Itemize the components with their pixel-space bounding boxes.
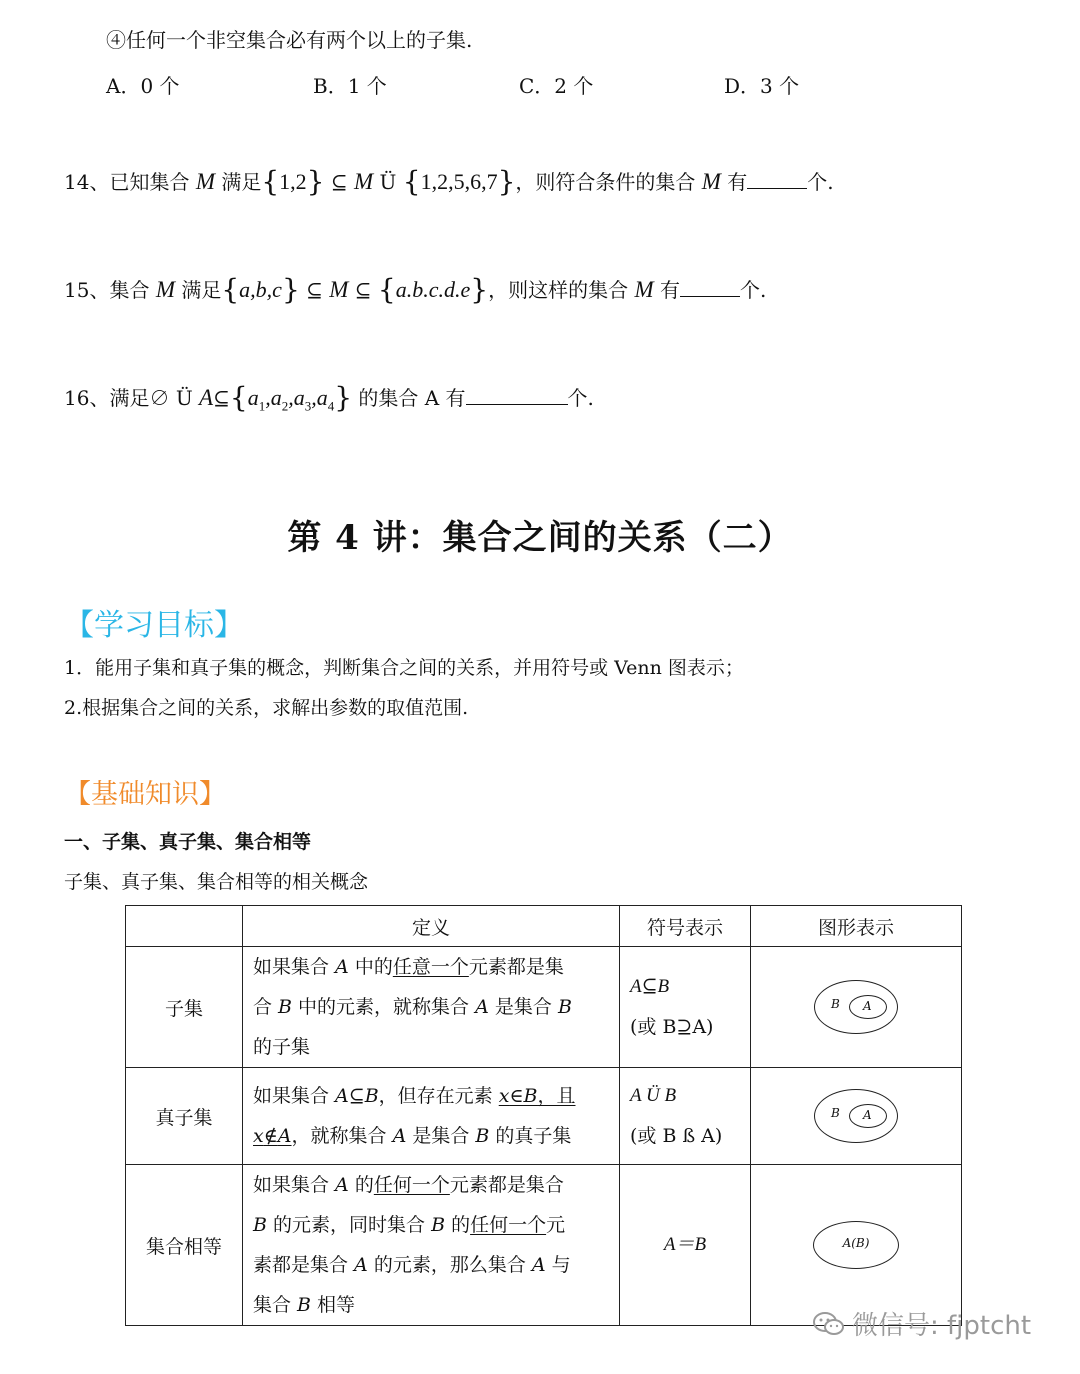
venn-outer-ellipse — [814, 980, 898, 1034]
venn-inner-ellipse — [849, 1104, 887, 1128]
table-header-row — [126, 906, 962, 947]
symbol-line: A⊆B — [630, 976, 670, 997]
venn-outer-ellipse — [814, 1089, 898, 1143]
table-row-subset — [126, 947, 962, 1068]
venn-label-b: B — [831, 997, 840, 1011]
venn-inner-ellipse — [849, 995, 887, 1019]
venn-label-ab: A(B) — [842, 1236, 870, 1250]
symbol-line: A Ü B — [630, 1085, 677, 1106]
header-symbol: 符号表示 — [620, 906, 751, 947]
answer-blank-14[interactable] — [747, 170, 807, 189]
objective-2: 2.根据集合之间的关系，求解出参数的取值范围. — [64, 697, 469, 719]
lecture-title: 第 4 讲：集合之间的关系（二） — [287, 518, 793, 558]
symbol-line-alt: (或 B⊇A) — [630, 1016, 714, 1038]
row-name-proper-subset: 真子集 — [126, 1068, 243, 1165]
underline-text: 任意一个 — [392, 956, 469, 978]
figure-equal-sets — [751, 1165, 962, 1326]
symbol-line-alt: (或 B ß A) — [630, 1125, 723, 1147]
definition-equal-sets: 如果集合 A 的任何一个元素都是集合 B 的元素，同时集合 B 的任何一个元 素都是集合 A 的元素，那么集合 A 与 集合 B 相等 — [243, 1165, 620, 1326]
symbol-proper-subset — [620, 1068, 751, 1165]
table-row-equal-sets — [126, 1165, 962, 1326]
q13-option-b: B．1 个 — [313, 74, 387, 98]
question-15: 15、集合 M 满足{a,b,c} ⊆ M ⊆ {a.b.c.d.e}，则这样的集合 M 有 个. — [64, 273, 767, 306]
venn-label-a: A — [863, 1108, 872, 1122]
header-blank — [126, 906, 243, 947]
basics-heading: 【基础知识】 — [64, 779, 226, 810]
q13-statement-4: ④任何一个非空集合必有两个以上的子集. — [106, 28, 473, 52]
answer-blank-16[interactable] — [466, 386, 568, 405]
row-name-subset: 子集 — [126, 947, 243, 1068]
objectives-heading: 【学习目标】 — [64, 608, 244, 643]
table-row-proper-subset — [126, 1068, 962, 1165]
underline-text: x∈B，且 — [498, 1085, 576, 1107]
underline-text: 任何一个 — [373, 1174, 450, 1196]
answer-blank-15[interactable] — [680, 278, 740, 297]
symbol-equal-sets — [620, 1165, 751, 1326]
wechat-icon — [812, 1311, 846, 1337]
definition-subset: 如果集合 A 中的任意一个元素都是集 合 B 中的元素，就称集合 A 是集合 B 的子集 — [243, 947, 620, 1068]
q13-option-c: C．2 个 — [519, 74, 594, 98]
question-14: 14、已知集合 M 满足{1,2} ⊆ M Ü {1,2,5,6,7}，则符合条件的集合 M 有 个. — [64, 165, 834, 198]
objective-1: 1．能用子集和真子集的概念，判断集合之间的关系，并用符号或 Venn 图表示； — [64, 657, 744, 679]
venn-equal-ellipse — [813, 1221, 899, 1269]
q13-option-a: A．0 个 — [106, 74, 180, 98]
figure-proper-subset — [751, 1068, 962, 1165]
table-intro: 子集、真子集、集合相等的相关概念 — [64, 871, 369, 893]
wechat-watermark — [812, 1305, 1031, 1342]
symbol-line: A＝B — [663, 1234, 707, 1255]
venn-label-b: B — [831, 1106, 840, 1120]
watermark-text: 微信号: fjptcht — [852, 1311, 1032, 1341]
question-16: 16、满足∅ Ü $A⊆\{a_1,a_2,a_3,a_4\}$ 的集合 A 有 个. — [64, 381, 594, 414]
header-definition: 定义 — [243, 906, 620, 947]
q13-option-d: D．3 个 — [724, 74, 800, 98]
concepts-table — [125, 905, 962, 1326]
symbol-subset — [620, 947, 751, 1068]
section-subheading: 一、子集、真子集、集合相等 — [64, 831, 312, 853]
venn-label-a: A — [863, 999, 872, 1013]
definition-proper-subset: 如果集合 A⊆B，但存在元素 x∈B，且 x∉A，就称集合 A 是集合 B 的真子集 — [243, 1068, 620, 1165]
row-name-equal-sets: 集合相等 — [126, 1165, 243, 1326]
figure-subset — [751, 947, 962, 1068]
header-figure: 图形表示 — [751, 906, 962, 947]
